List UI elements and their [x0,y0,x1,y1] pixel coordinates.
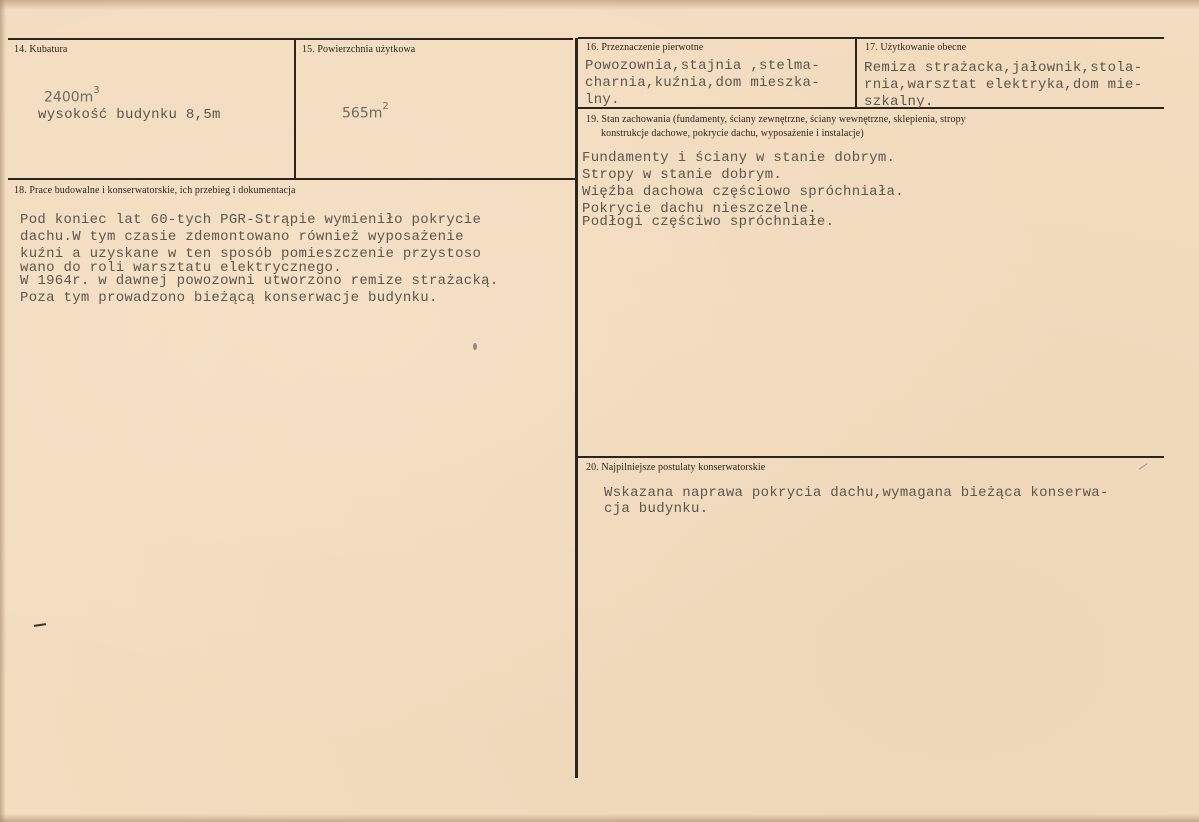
divider-16-17 [855,38,857,108]
rule-above-20 [578,456,1164,458]
field-18-line-5: W 1964r. w dawnej powozowni utworzono remize strażacką. [20,273,499,289]
field-19-line-2: Stropy w stanie dobrym. [582,167,783,183]
top-rule-right [578,37,1164,39]
field-16-line-3: lny. [585,92,620,108]
field-18-line-4: wano do roli warsztatu elektrycznego. [20,260,342,276]
field-20-line-1: Wskazana naprawa pokrycia dachu,wymagana bieżąca konserwa- [604,485,1109,501]
field-17-line-1: Remiza strażacka,jałownik,stola- [864,60,1143,76]
field-18-line-2: dachu.W tym czasie zdemontowano również wyposażenie [20,229,464,245]
field-17-line-3: szkalny. [864,94,934,110]
paper-edge-top [0,0,1199,10]
field-19-line-3: Więźba dachowa częściowo spróchniała. [582,184,904,200]
volume-unit-exponent: 3 [93,85,100,96]
field-19-label-line-1: 19. Stan zachowania (fundamenty, ściany zewnętrzne, ściany wewnętrzne, sklepienia, stropy [586,114,966,125]
area-number: 565m [342,105,383,122]
field-15-label: 15. Powierzchnia użytkowa [302,44,416,55]
top-rule-left [8,38,573,40]
field-18-label: 18. Prace budowalne i konserwatorskie, ich przebieg i dokumentacja [14,185,296,196]
field-19-line-1: Fundamenty i ściany w stanie dobrym. [582,150,896,166]
field-14-label: 14. Kubatura [14,44,68,55]
field-15-area-value [342,101,389,122]
pencil-mark [34,623,46,627]
divider-14-15 [294,40,296,178]
field-20-label: 20. Najpilniejsze postulaty konserwatorskie [586,462,766,473]
main-vertical-divider [575,38,578,778]
field-17-line-2: rnia,warsztat elektryka,dom mie- [864,77,1143,93]
field-19-line-4: Pokrycie dachu nieszczelne. [582,201,817,217]
field-14-volume-value [44,85,100,106]
field-18-line-6: Poza tym prowadzono bieżącą konserwacje budynku. [20,290,438,306]
field-20-line-2: cja budynku. [604,501,709,517]
field-19-label-line-2: konstrukcje dachowe, pokrycie dachu, wyposażenie i instalacje) [601,128,864,139]
paper-edge-left [0,0,6,822]
area-unit-exponent: 2 [382,101,389,112]
field-16-line-2: charnia,kuźnia,dom mieszka- [585,75,820,91]
field-17-label: 17. Użytkowanie obecne [865,42,967,53]
field-18-line-1: Pod koniec lat 60-tych PGR-Strąpie wymieniło pokrycie [20,212,482,228]
pencil-tick-right [1139,463,1148,470]
field-16-line-1: Powozownia,stajnia ,stelma- [585,58,820,74]
field-14-height-text: wysokość budynku 8,5m [38,107,221,123]
rule-under-14-15 [8,178,575,180]
field-19-line-5: Podłogi częściwo spróchniałe. [582,214,835,230]
ink-speck [473,343,477,350]
field-16-label: 16. Przeznaczenie pierwotne [586,42,704,53]
field-18-line-3: kuźni a uzyskane w ten sposób pomieszczenie przystoso [20,246,482,262]
paper-edge-bottom [0,814,1199,822]
volume-number: 2400m [44,89,94,106]
